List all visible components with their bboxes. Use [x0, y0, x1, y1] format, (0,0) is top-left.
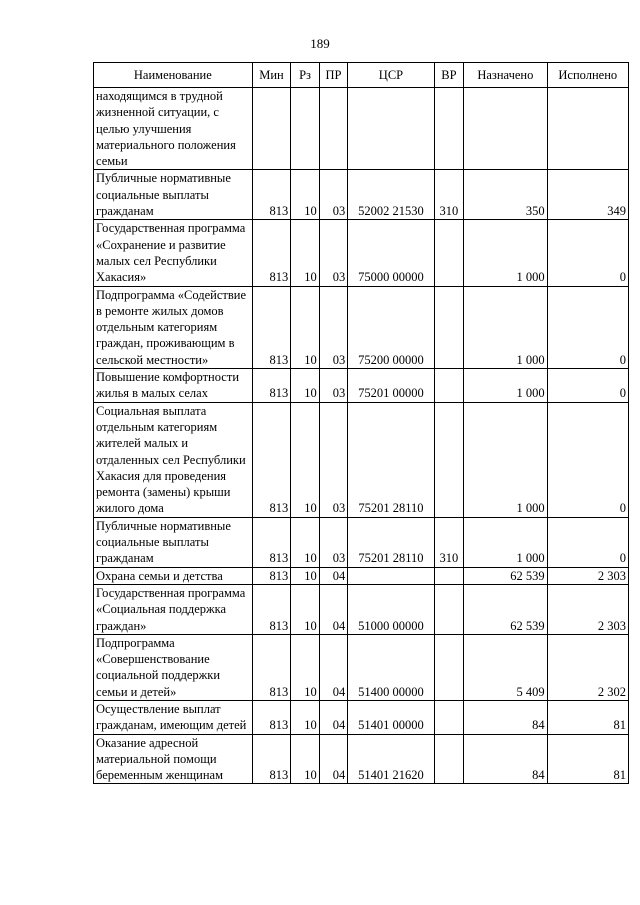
cell-min: 813 — [252, 567, 291, 584]
cell-rz: 10 — [291, 700, 319, 734]
cell-name: Подпрограмма «Содействие в ремонте жилых домов отдельным категориям граждан, проживающим в сельской местности» — [94, 286, 253, 368]
cell-naznacheno: 1 000 — [464, 220, 547, 286]
cell-name: Оказание адресной материальной помощи беременным женщинам — [94, 734, 253, 784]
cell-csr: 75201 00000 — [348, 369, 434, 403]
cell-pr: 03 — [319, 286, 347, 368]
cell-ispolneno: 0 — [547, 369, 628, 403]
cell-csr: 75201 28110 — [348, 517, 434, 567]
cell-pr: 03 — [319, 369, 347, 403]
cell-rz: 10 — [291, 369, 319, 403]
cell-vr — [434, 286, 463, 368]
cell-naznacheno: 1 000 — [464, 369, 547, 403]
cell-csr: 75000 00000 — [348, 220, 434, 286]
table-row — [94, 402, 629, 517]
cell-csr — [348, 88, 434, 170]
cell-name: Государственная программа «Сохранение и развитие малых сел Республики Хакасия» — [94, 220, 253, 286]
cell-naznacheno: 350 — [464, 170, 547, 220]
cell-min: 813 — [252, 220, 291, 286]
cell-rz: 10 — [291, 734, 319, 784]
cell-vr — [434, 567, 463, 584]
cell-name: Публичные нормативные социальные выплаты гражданам — [94, 517, 253, 567]
table-row — [94, 567, 629, 584]
cell-ispolneno: 0 — [547, 402, 628, 517]
cell-rz: 10 — [291, 170, 319, 220]
cell-rz: 10 — [291, 634, 319, 700]
cell-naznacheno — [464, 88, 547, 170]
cell-ispolneno: 0 — [547, 517, 628, 567]
cell-naznacheno: 62 539 — [464, 567, 547, 584]
cell-rz: 10 — [291, 584, 319, 634]
cell-pr: 04 — [319, 567, 347, 584]
cell-rz: 10 — [291, 517, 319, 567]
table-row — [94, 634, 629, 700]
table-row — [94, 369, 629, 403]
cell-name: Повышение комфортности жилья в малых селах — [94, 369, 253, 403]
table-row — [94, 88, 629, 170]
cell-min: 813 — [252, 734, 291, 784]
cell-pr: 03 — [319, 402, 347, 517]
table-body — [94, 88, 629, 784]
table-row — [94, 700, 629, 734]
cell-min: 813 — [252, 700, 291, 734]
cell-pr: 04 — [319, 634, 347, 700]
cell-pr: 04 — [319, 700, 347, 734]
cell-pr: 03 — [319, 220, 347, 286]
cell-ispolneno: 349 — [547, 170, 628, 220]
cell-naznacheno: 1 000 — [464, 286, 547, 368]
cell-pr: 04 — [319, 734, 347, 784]
cell-pr: 03 — [319, 170, 347, 220]
cell-ispolneno: 2 303 — [547, 567, 628, 584]
column-header-rz: Рз — [291, 63, 319, 88]
cell-naznacheno: 62 539 — [464, 584, 547, 634]
cell-ispolneno: 0 — [547, 286, 628, 368]
column-header-pr: ПР — [319, 63, 347, 88]
cell-naznacheno: 1 000 — [464, 517, 547, 567]
cell-vr — [434, 734, 463, 784]
table-row — [94, 734, 629, 784]
cell-min: 813 — [252, 402, 291, 517]
cell-pr — [319, 88, 347, 170]
cell-vr — [434, 220, 463, 286]
cell-name: Государственная программа «Социальная поддержка граждан» — [94, 584, 253, 634]
cell-rz: 10 — [291, 286, 319, 368]
cell-naznacheno: 5 409 — [464, 634, 547, 700]
column-header-vr: ВР — [434, 63, 463, 88]
cell-min: 813 — [252, 170, 291, 220]
cell-name: находящимся в трудной жизненной ситуации, с целью улучшения материального положения семьи — [94, 88, 253, 170]
column-header-name: Наименование — [94, 63, 253, 88]
cell-pr: 04 — [319, 584, 347, 634]
cell-vr — [434, 88, 463, 170]
cell-csr: 52002 21530 — [348, 170, 434, 220]
column-header-csr: ЦСР — [348, 63, 434, 88]
cell-min: 813 — [252, 584, 291, 634]
table-row — [94, 170, 629, 220]
cell-vr — [434, 634, 463, 700]
budget-table — [93, 62, 629, 784]
cell-min: 813 — [252, 286, 291, 368]
cell-vr — [434, 584, 463, 634]
cell-csr: 51000 00000 — [348, 584, 434, 634]
cell-csr: 51401 21620 — [348, 734, 434, 784]
column-header-min: Мин — [252, 63, 291, 88]
cell-ispolneno — [547, 88, 628, 170]
cell-rz — [291, 88, 319, 170]
cell-csr: 75201 28110 — [348, 402, 434, 517]
table-row — [94, 286, 629, 368]
cell-csr — [348, 567, 434, 584]
cell-min — [252, 88, 291, 170]
cell-min: 813 — [252, 517, 291, 567]
cell-name: Охрана семьи и детства — [94, 567, 253, 584]
column-header-ispolneno: Исполнено — [547, 63, 628, 88]
cell-min: 813 — [252, 369, 291, 403]
page-number: 189 — [310, 36, 330, 51]
cell-csr: 75200 00000 — [348, 286, 434, 368]
cell-csr: 51401 00000 — [348, 700, 434, 734]
cell-csr: 51400 00000 — [348, 634, 434, 700]
table-row — [94, 584, 629, 634]
cell-rz: 10 — [291, 567, 319, 584]
cell-vr: 310 — [434, 517, 463, 567]
table-row — [94, 517, 629, 567]
cell-vr — [434, 402, 463, 517]
cell-naznacheno: 84 — [464, 700, 547, 734]
cell-ispolneno: 2 302 — [547, 634, 628, 700]
cell-name: Публичные нормативные социальные выплаты гражданам — [94, 170, 253, 220]
cell-ispolneno: 81 — [547, 700, 628, 734]
cell-ispolneno: 2 303 — [547, 584, 628, 634]
cell-rz: 10 — [291, 220, 319, 286]
cell-ispolneno: 81 — [547, 734, 628, 784]
cell-vr — [434, 700, 463, 734]
cell-pr: 03 — [319, 517, 347, 567]
cell-naznacheno: 1 000 — [464, 402, 547, 517]
cell-vr — [434, 369, 463, 403]
cell-name: Подпрограмма «Совершенствование социальной поддержки семьи и детей» — [94, 634, 253, 700]
cell-rz: 10 — [291, 402, 319, 517]
cell-name: Осуществление выплат гражданам, имеющим детей — [94, 700, 253, 734]
cell-ispolneno: 0 — [547, 220, 628, 286]
table-row — [94, 220, 629, 286]
table-header-row — [94, 63, 629, 88]
cell-min: 813 — [252, 634, 291, 700]
cell-vr: 310 — [434, 170, 463, 220]
cell-naznacheno: 84 — [464, 734, 547, 784]
cell-name: Социальная выплата отдельным категориям жителей малых и отдаленных сел Республики Хакасия для проведения ремонта (замены) крыши жилого дома — [94, 402, 253, 517]
column-header-naznacheno: Назначено — [464, 63, 547, 88]
